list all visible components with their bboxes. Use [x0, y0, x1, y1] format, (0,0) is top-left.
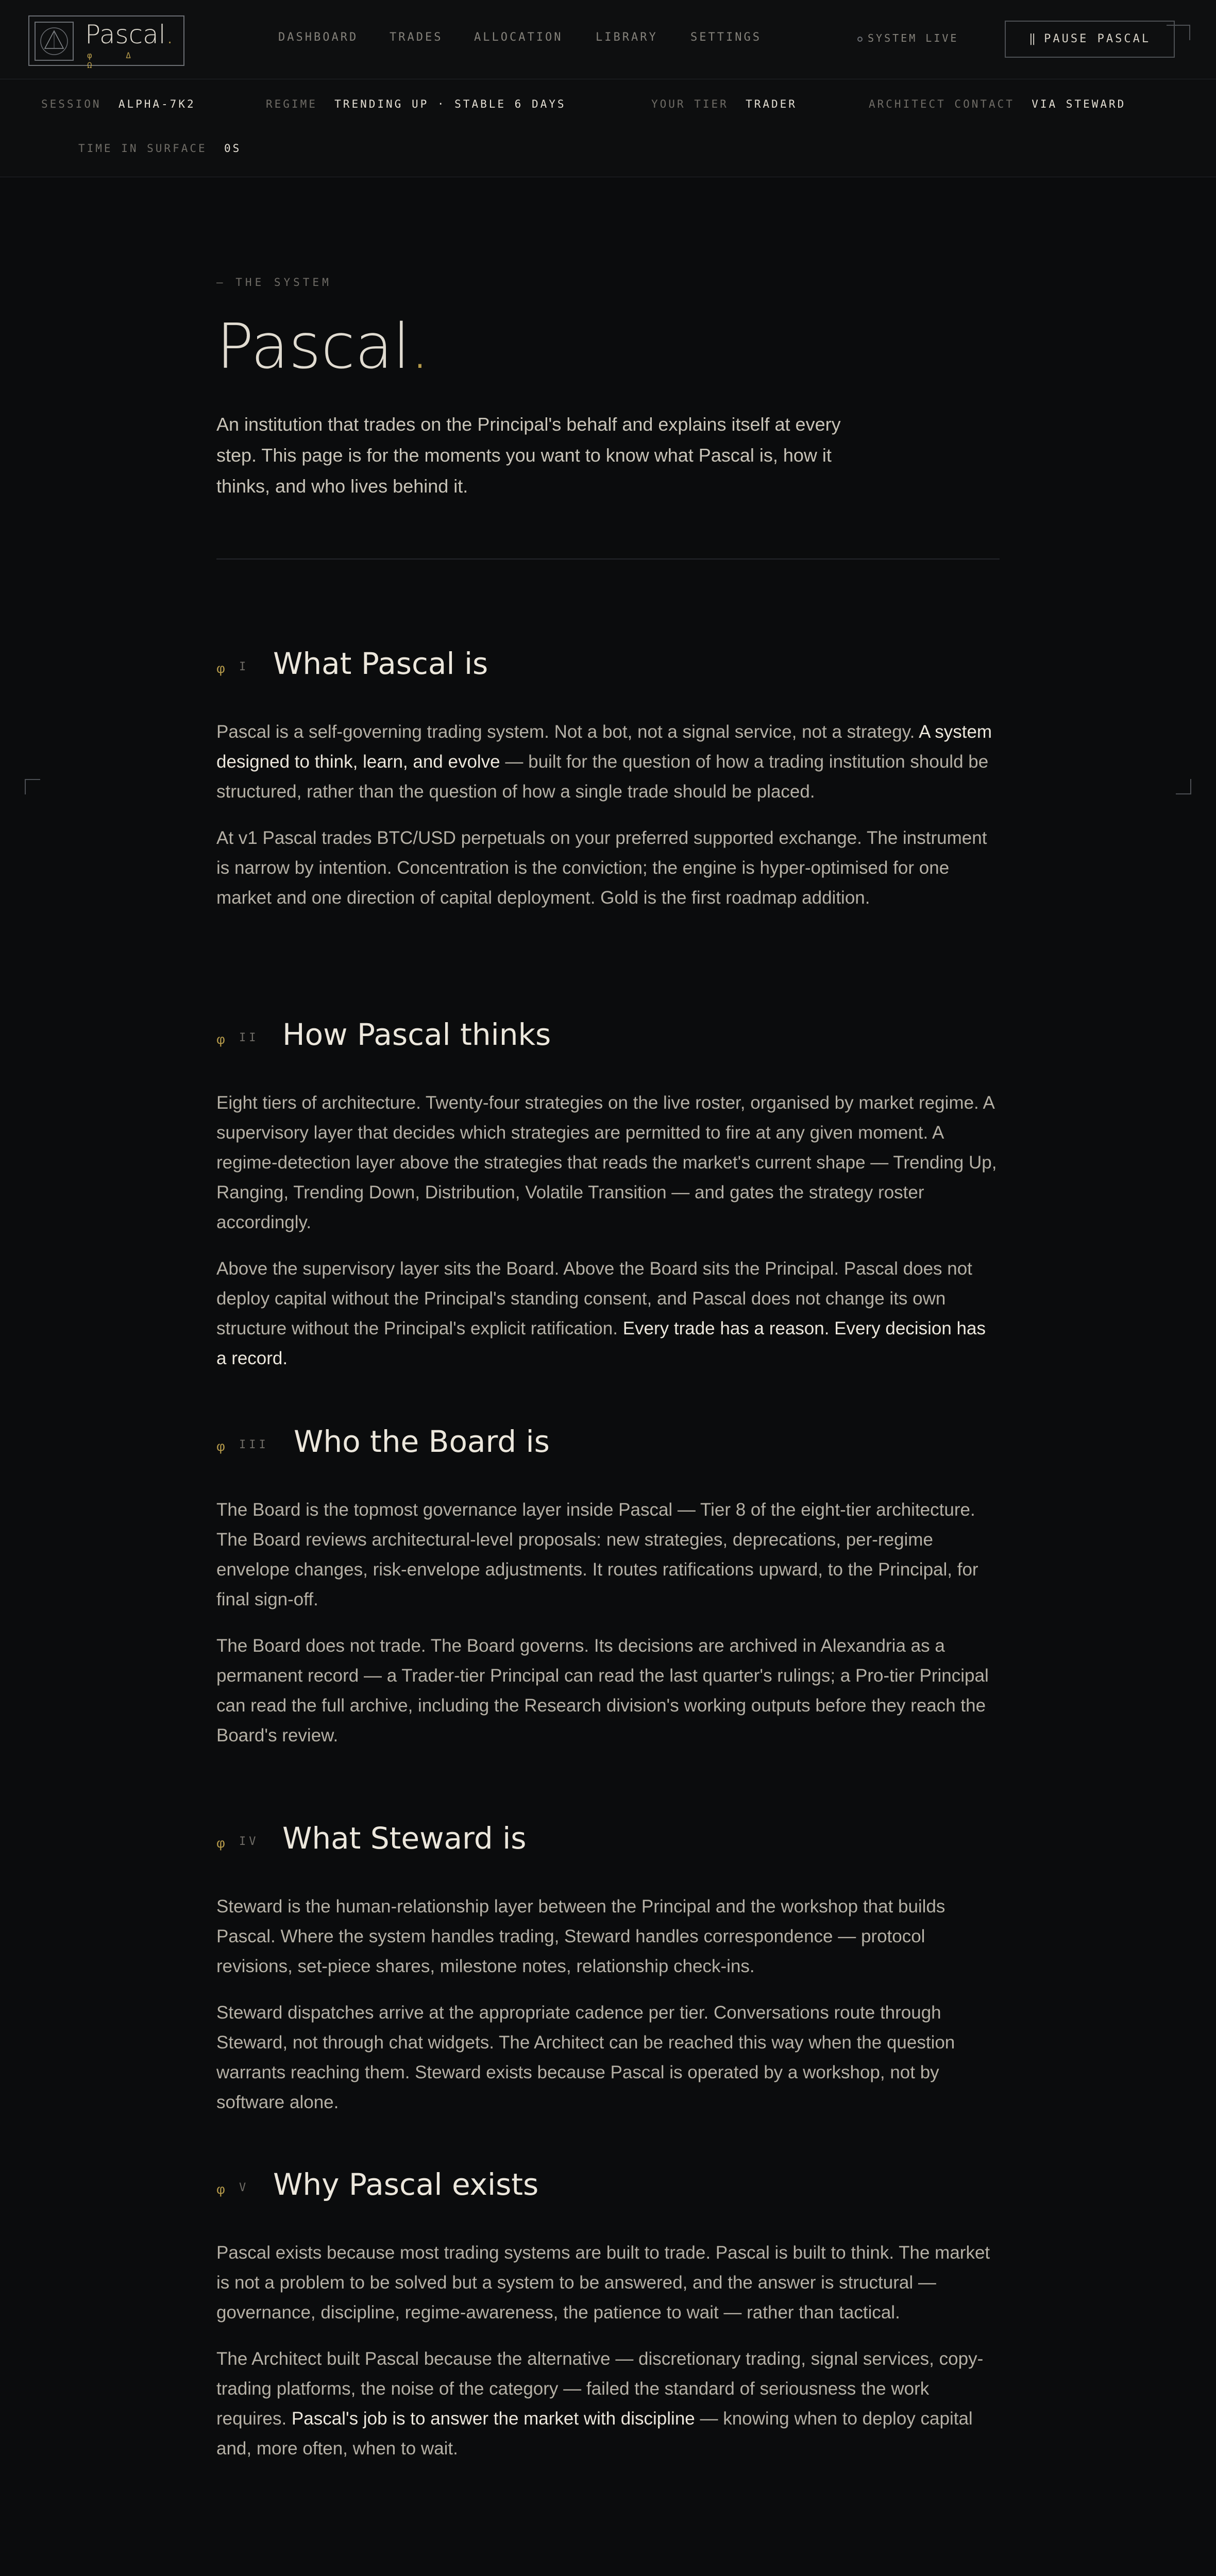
status-strip — [0, 79, 1216, 177]
status-dot-icon — [857, 37, 863, 42]
section-paragraph: Eight tiers of architecture. Twenty-four strategies on the live roster, organised by market regime. A supervisory layer that decides which strategies are permitted to fire at any given moment. A regime-detection layer above the strategies that reads the market's current shape — Trending Up, Ranging, Trending Down, Distribution, Volatile Transition — and gates the strategy roster accordingly. — [216, 1093, 997, 1232]
section-paragraph: At v1 Pascal trades BTC/USD perpetuals on your preferred supported exchange. The instrument is narrow by intention. Concentration is the conviction; the engine is hyper-optimised for one market and one direction of capital deployment. Gold is the first roadmap addition. — [216, 828, 987, 908]
section-title: How Pascal thinks — [282, 1017, 551, 1052]
regime-status: REGIME TRENDING UP · STABLE 6 DAYS — [266, 98, 566, 110]
section-number: V — [239, 2181, 249, 2194]
section-what-steward-is — [216, 1821, 1000, 2117]
section-paragraph: The Board does not trade. The Board governs. Its decisions are archived in Alexandria as a permanent record — a Trader-tier Principal can read the last quarter's rulings; a Pro-tier Principal can read the full archive, including the Research division's working outputs before they reach the Board's review. — [216, 1636, 989, 1745]
section-heading — [216, 1017, 1000, 1058]
section-number: III — [239, 1438, 269, 1451]
section-paragraph: The Board is the topmost governance layer inside Pascal — Tier 8 of the eight-tier architecture. The Board reviews architectural-level proposals: new strategies, deprecations, per-regime envelope changes, risk-envelope adjustments. It routes ratifications upward, to the Principal, for final sign-off. — [216, 1500, 978, 1609]
section-title: Why Pascal exists — [273, 2167, 539, 2202]
architect-contact-status: ARCHITECT CONTACT VIA STEWARD — [869, 98, 1126, 110]
divider — [216, 558, 1000, 560]
pause-pascal-button[interactable]: ‖ PAUSE PASCAL — [1005, 21, 1175, 58]
time-in-surface-status: TIME IN SURFACE 0S — [78, 142, 242, 155]
section-how-pascal-thinks — [216, 1017, 1000, 1374]
tier-status: YOUR TIER TRADER — [651, 98, 797, 110]
section-number: I — [239, 660, 249, 673]
logo-subtitle: φ Δ Ω — [87, 50, 145, 70]
section-paragraph: Steward is the human-relationship layer between the Principal and the workshop that builds Pascal. Where the system handles trading, Steward handles correspondence — protocol revisions, set-piece shares, milestone notes, relationship check-ins. — [216, 1896, 945, 1976]
phi-icon: φ — [216, 1438, 225, 1454]
logo-name: Pascal. — [85, 20, 174, 49]
phi-icon: φ — [216, 660, 225, 676]
pause-icon: ‖ — [1028, 32, 1038, 45]
session-status: SESSION ALPHA-7K2 — [41, 98, 196, 110]
nav-library[interactable]: LIBRARY — [596, 31, 658, 44]
phi-icon: φ — [216, 1031, 225, 1047]
section-paragraph: Steward dispatches arrive at the appropriate cadence per tier. Conversations route through Steward, not through chat widgets. The Architect can be reached this way when the question warrants reaching them. Steward exists because Pascal is operated by a workshop, not by software alone. — [216, 2003, 955, 2112]
section-heading — [216, 2167, 1000, 2208]
pascal-logo[interactable] — [28, 15, 184, 70]
phi-icon: φ — [216, 2181, 225, 2197]
corner-mark — [1167, 25, 1190, 40]
pascal-emblem-icon — [35, 22, 74, 61]
nav-settings[interactable]: SETTINGS — [690, 31, 762, 44]
left-corner-mark — [25, 779, 40, 794]
section-who-the-board-is — [216, 1424, 1000, 1751]
section-paragraph: Above the supervisory layer sits the Board. Above the Board sits the Principal. Pascal does not deploy capital without the Principal's standing consent, and Pascal does not change its own structure without the Principal's explicit ratification. Every trade has a reason. Every decision has a record. — [216, 1259, 986, 1368]
section-heading — [216, 646, 1000, 687]
section-heading — [216, 1821, 1000, 1862]
section-title: What Steward is — [282, 1821, 527, 1856]
phi-icon: φ — [216, 1835, 225, 1851]
section-paragraph: Pascal is a self-governing trading system. Not a bot, not a signal service, not a strategy. A system designed to think, learn, and evolve — built for the question of how a trading institution should be structured, rather than the question of how a single trade should be placed. — [216, 722, 992, 802]
system-status: SYSTEM LIVE — [857, 32, 958, 44]
section-title: What Pascal is — [273, 646, 488, 681]
section-why-pascal-exists — [216, 2167, 1000, 2464]
section-what-pascal-is — [216, 646, 1000, 913]
nav-dashboard[interactable]: DASHBOARD — [278, 31, 359, 44]
hero-eyebrow: — THE SYSTEM — [216, 276, 332, 289]
right-corner-mark — [1176, 779, 1191, 794]
section-paragraph: Pascal exists because most trading systems are built to trade. Pascal is built to think. The market is not a problem to be solved but a system to be answered, and the answer is structural — governance, discipline, regime-awareness, the patience to wait — rather than tactical. — [216, 2243, 990, 2323]
nav-allocation[interactable]: ALLOCATION — [474, 31, 563, 44]
section-title: Who the Board is — [294, 1424, 550, 1459]
nav-trades[interactable]: TRADES — [390, 31, 443, 44]
section-number: II — [239, 1031, 259, 1044]
section-paragraph: The Architect built Pascal because the alternative — discretionary trading, signal services, copy-trading platforms, the noise of the category — failed the standard of seriousness the work requires. Pascal's job is to answer the market with discipline — knowing when to deploy capital and, more often, when to wait. — [216, 2349, 984, 2459]
top-header — [0, 0, 1216, 79]
section-number: IV — [239, 1835, 259, 1848]
page-title: Pascal. — [216, 311, 430, 383]
section-heading — [216, 1424, 1000, 1465]
hero-lede: An institution that trades on the Principal's behalf and explains itself at every step. This page is for the moments you want to know what Pascal is, how it thinks, and who lives behind it. — [216, 414, 841, 497]
